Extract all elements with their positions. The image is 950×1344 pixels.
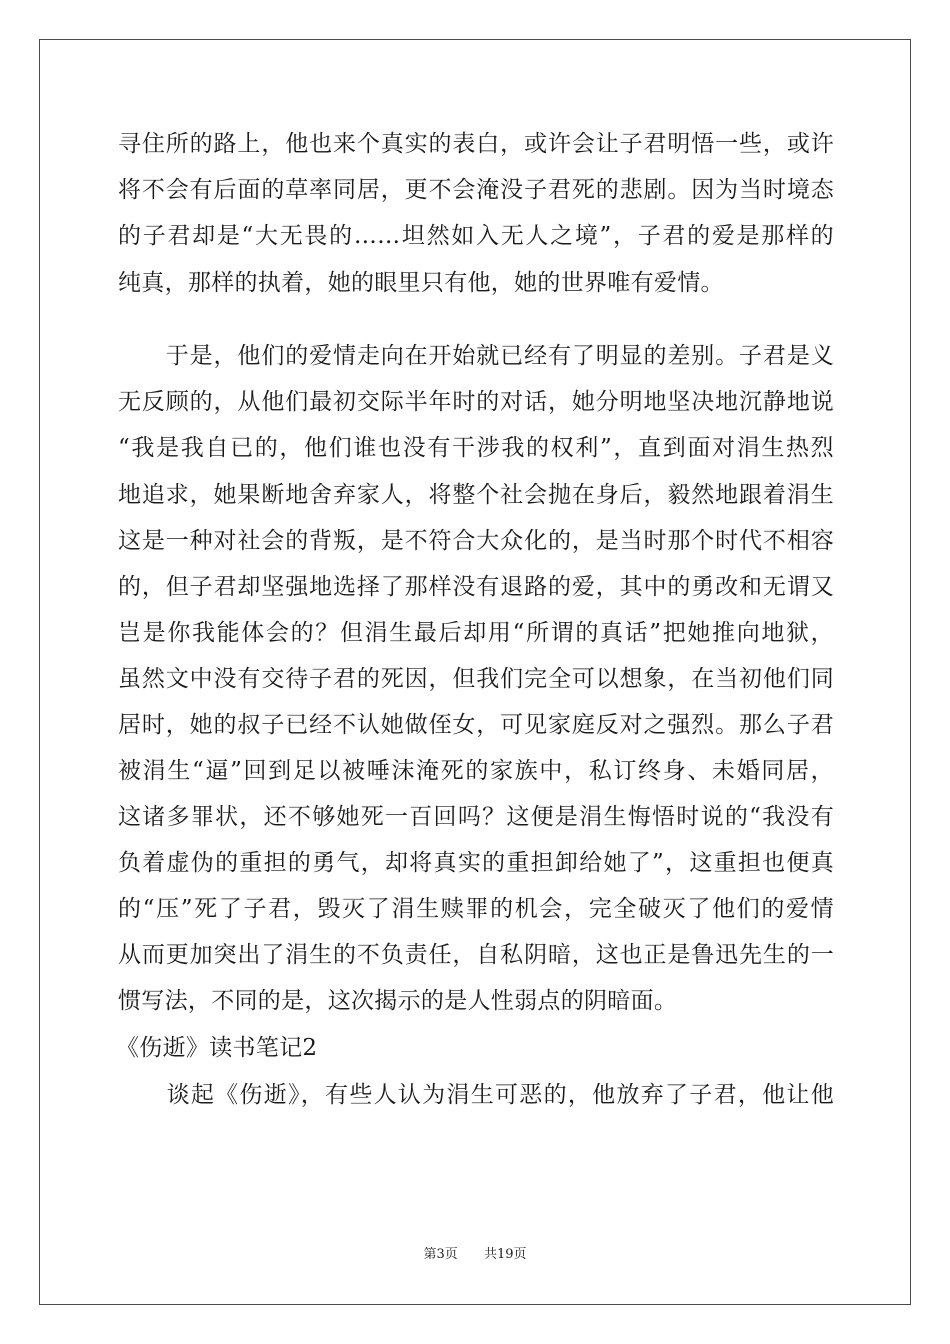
text-line: 的，但子君却坚强地选择了那样没有退路的爱，其中的勇改和无谓又 — [118, 574, 834, 600]
text-line: 这诸多罪状，还不够她死一百回吗？这便是涓生悔悟时说的“我没有 — [118, 804, 834, 830]
page-number: 第3页 — [423, 1247, 458, 1262]
text-line: 的“压”死了子君，毁灭了涓生赎罪的机会，完全破灭了他们的爱情 — [118, 896, 834, 922]
section-heading: 《伤逝》读书笔记2 — [116, 1035, 318, 1061]
text-line: 寻住所的路上，他也来个真实的表白，或许会让子君明悟一些，或许 — [118, 131, 834, 157]
text-line: “我是我自已的，他们谁也没有干涉我的权利”，直到面对涓生热烈 — [118, 435, 834, 461]
text-line: 地追求，她果断地舍弃家人，将整个社会抛在身后，毅然地跟着涓生 — [118, 482, 834, 508]
text-line: 居时，她的叔子已经不认她做侄女，可见家庭反对之强烈。那么子君 — [118, 712, 834, 738]
text-line: 被涓生“逼”回到足以被唾沫淹死的家族中，私订终身、未婚同居， — [118, 758, 834, 784]
text-line: 于是，他们的爱情走向在开始就已经有了明显的差别。子君是义 — [118, 343, 834, 369]
text-line: 负着虚伪的重担的勇气，却将真实的重担卸给她了”，这重担也便真 — [118, 850, 834, 876]
text-line: 无反顾的，从他们最初交际半年时的对话，她分明地坚决地沉静地说 — [118, 389, 834, 415]
text-line: 从而更加突出了涓生的不负责任，自私阴暗，这也正是鲁迅先生的一 — [118, 942, 834, 968]
text-line: 纯真，那样的执着，她的眼里只有他，她的世界唯有爱情。 — [118, 270, 724, 296]
text-line: 的子君却是“大无畏的……坦然如入无人之境”，子君的爱是那样的 — [118, 223, 834, 249]
text-line: 这是一种对社会的背叛，是不符合大众化的，是当时那个时代不相容 — [118, 528, 834, 554]
text-line: 将不会有后面的草率同居，更不会淹没子君死的悲剧。因为当时境态 — [118, 177, 834, 203]
page-footer — [0, 1246, 950, 1264]
text-line: 谈起《伤逝》，有些人认为涓生可恶的，他放弃了子君，他让他 — [118, 1082, 834, 1108]
text-line: 惯写法，不同的是，这次揭示的是人性弱点的阴暗面。 — [118, 988, 678, 1014]
text-line: 虽然文中没有交待子君的死因，但我们完全可以想象，在当初他们同 — [118, 666, 834, 692]
text-line: 岂是你我能体会的？但涓生最后却用“所谓的真话”把她推向地狱， — [118, 620, 834, 646]
page-total: 共19页 — [484, 1247, 527, 1262]
